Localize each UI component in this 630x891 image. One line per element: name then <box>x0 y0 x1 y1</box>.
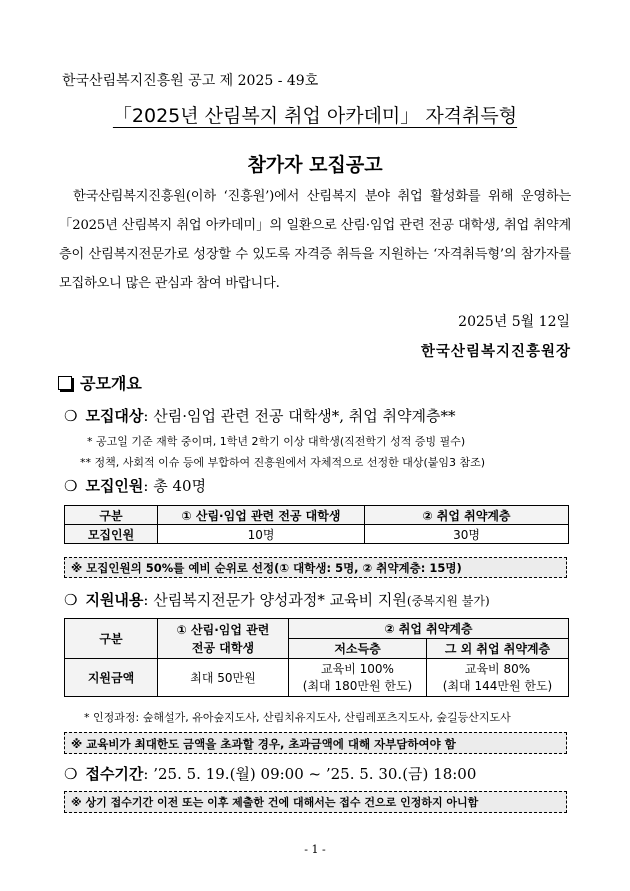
table-header-cell: 저소득층 <box>289 639 427 659</box>
table-cell: 최대 50만원 <box>158 659 289 697</box>
target-note-1: * 공고일 기준 재학 중이며, 1학년 2학기 이상 대학생(직전학기 성적 증빙 필수) <box>87 435 466 448</box>
support-text: : 산림복지전문가 양성과정* 교육비 지원 <box>143 591 407 609</box>
col1-header-line2: 전공 대학생 <box>191 640 255 655</box>
announcement-date: 2025년 5월 12일 <box>458 314 570 330</box>
period-text: : ’25. 5. 19.(월) 09:00 ~ ’25. 5. 30.(금) 18:00 <box>143 765 477 783</box>
table-header-cell: 그 외 취업 취약계층 <box>427 639 569 659</box>
circle-bullet-icon: ❍ <box>64 591 78 609</box>
target-item <box>64 405 455 426</box>
title-line1: 「2025년 산림복지 취업 아카데미」 자격취득형 <box>112 105 518 127</box>
recruit-box-note: ※ 모집인원의 50%를 예비 순위로 선정(① 대학생: 5명, ② 취약계층: 15명) <box>64 557 567 578</box>
support-box-note: ※ 교육비가 최대한도 금액을 초과할 경우, 초과금액에 대해 자부담하여야 함 <box>64 732 567 754</box>
table-cell <box>427 659 569 697</box>
period-item <box>64 763 476 784</box>
cell-line2: (최대 144만원 한도) <box>442 678 553 693</box>
announcement-title <box>0 101 630 128</box>
target-text: : 산림·임업 관련 전공 대학생*, 취업 취약계층** <box>143 407 456 425</box>
table-header-cell: ① 산림·임업 관련 전공 대학생 <box>158 506 365 525</box>
period-box-note: ※ 상기 접수기간 이전 또는 이후 제출한 건에 대해서는 접수 건으로 인정하지 아니함 <box>64 791 567 813</box>
table-row <box>65 659 569 697</box>
table-header-cell: 구분 <box>65 506 158 525</box>
table-cell: 지원금액 <box>65 659 158 697</box>
table-cell <box>289 659 427 697</box>
table-header-cell: ② 취업 취약계층 <box>289 619 569 639</box>
support-label: 지원내용 <box>85 591 144 609</box>
recruit-table-header <box>65 506 569 525</box>
recruit-table <box>64 505 569 544</box>
issuer-name: 한국산림복지진흥원장 <box>420 344 571 360</box>
table-row <box>65 525 569 544</box>
period-label: 접수기간 <box>85 765 144 783</box>
target-label: 모집대상 <box>85 407 144 425</box>
checkbox-square-icon <box>58 376 72 390</box>
page-number: - 1 - <box>304 843 326 856</box>
col1-header-line1: ① 산림·임업 관련 <box>176 622 270 637</box>
section-heading <box>58 371 142 394</box>
table-cell: 30명 <box>365 525 569 544</box>
support-table-header <box>65 619 569 639</box>
circle-bullet-icon: ❍ <box>64 477 78 495</box>
circle-bullet-icon: ❍ <box>64 765 78 783</box>
section-title: 공모개요 <box>80 374 142 393</box>
target-note-2: ** 정책, 사회적 이슈 등에 부합하여 진흥원에서 자체적으로 선정한 대상(붙임3 참조) <box>80 456 486 469</box>
recruit-label: 모집인원 <box>85 477 144 495</box>
table-header-cell: ② 취업 취약계층 <box>365 506 569 525</box>
recruit-text: : 총 40명 <box>143 477 207 495</box>
support-table <box>64 618 569 697</box>
table-header-cell <box>158 619 289 659</box>
table-cell: 모집인원 <box>65 525 158 544</box>
cell-line2: (최대 180만원 한도) <box>302 678 413 693</box>
table-header-cell: 구분 <box>65 619 158 659</box>
circle-bullet-icon: ❍ <box>64 407 78 425</box>
recruit-item <box>64 475 206 496</box>
notice-number: 한국산림복지진흥원 공고 제 2025 - 49호 <box>62 73 319 89</box>
support-item <box>64 589 490 610</box>
support-note: * 인정과정: 숲해설가, 유아숲지도사, 산림치유지도사, 산림레포츠지도사, 숲길등산지도사 <box>84 711 511 724</box>
cell-line1: 교육비 100% <box>321 661 394 676</box>
table-cell: 10명 <box>158 525 365 544</box>
announcement-subtitle: 참가자 모집공고 <box>247 154 383 176</box>
support-paren: (중복지원 불가) <box>406 594 490 608</box>
intro-paragraph: 한국산림복지진흥원(이하 ‘진흥원’)에서 산림복지 분야 취업 활성화를 위해 운영하는 「2025년 산림복지 취업 아카데미」의 일환으로 산림·임업 관련 전공 대학생, 취업 취약계층이 산림복지전문가로 성장할 수 있도록 자격증 취득을 지원하는 ‘자격취득형’의 참가자를 모집하오니 많은 관심과 참여 바랍니다. <box>59 189 571 291</box>
cell-line1: 교육비 80% <box>464 661 531 676</box>
